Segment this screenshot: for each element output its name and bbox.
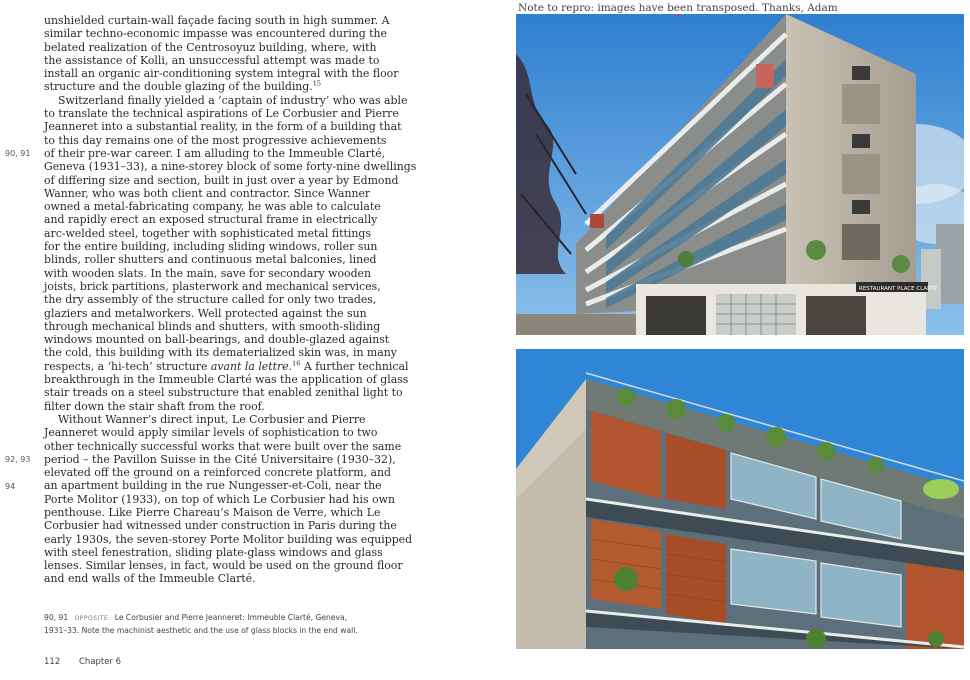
body-line: [44, 187, 380, 200]
body-line: [44, 173, 399, 187]
body-line-text: belated realization of the Centrosoyuz building, where, with: [44, 40, 377, 54]
body-line: [44, 14, 390, 27]
body-line: [44, 293, 380, 306]
body-line: [44, 93, 408, 107]
body-line-text: with wooden slats. In the main, save for secondary wooden: [44, 266, 372, 280]
body-line-text: lenses. Similar lenses, in fact, would be used on the ground floor: [44, 559, 403, 573]
body-line: [44, 133, 387, 147]
body-line: [44, 307, 380, 320]
body-line-text: windows mounted on ball-bearings, and double-glazed against: [44, 333, 390, 347]
body-line: [44, 439, 402, 453]
body-line: [44, 213, 380, 226]
margin-figure-reference: 90, 91: [5, 149, 31, 158]
body-line: [44, 267, 380, 280]
body-line-text: other technically successful works that were built over the same: [44, 439, 402, 453]
body-line-text: early 1930s, the seven-storey Porte Molitor building was equipped: [44, 532, 413, 546]
body-line-text: the dry assembly of the structure called for only two trades,: [44, 293, 377, 307]
body-line-text: elevated off the ground on a reinforced concrete platform, and: [44, 466, 391, 480]
body-line-text: filter down the stair shaft from the roof.: [44, 399, 265, 413]
body-line-text: unshielded curtain-wall façade facing south in high summer. A: [44, 14, 390, 27]
body-line-text: Porte Molitor (1933), on top of which Le Corbusier had his own: [44, 492, 395, 506]
body-line: [44, 280, 380, 293]
body-line: [44, 27, 387, 41]
body-line-text: install an organic air-conditioning system integral with the floor: [44, 67, 399, 81]
body-line: [44, 359, 409, 373]
body-line-text: of differing size and section, built in just over a year by Edmond: [44, 173, 399, 187]
body-line-text: glaziers and metalworkers. Well protected against the sun: [44, 306, 367, 320]
restaurant-sign: RESTAURANT PLACE CLARTÉ: [859, 286, 938, 292]
body-line-text: Jeanneret would apply similar levels of sophistication to two: [44, 426, 378, 440]
photo-immeuble-clarte-balconies: [516, 349, 964, 649]
body-line-text: the assistance of Kolli, an unsuccessful attempt was made to: [44, 53, 380, 67]
body-line-text: joists, brick partitions, plasterwork and mechanical services,: [44, 279, 381, 293]
body-line: [44, 160, 417, 174]
body-text: [44, 14, 417, 586]
body-line: [44, 333, 390, 347]
folio: [44, 657, 121, 667]
body-line-text: and end walls of the Immeuble Clarté.: [44, 572, 256, 586]
body-line: [44, 107, 399, 121]
body-line: [44, 200, 380, 213]
footnote-marker[interactable]: 16: [292, 359, 301, 368]
body-line: [44, 559, 403, 573]
body-line-text: Wanner, who was both client and contractor. Since Wanner: [44, 186, 371, 200]
body-line: [44, 253, 380, 266]
body-line-text: Jeanneret into a substantial reality, in the form of a building that: [44, 120, 402, 134]
body-line: [44, 386, 403, 400]
body-line: [44, 519, 397, 533]
body-line-text: to translate the technical aspirations of Le Corbusier and Pierre: [44, 107, 399, 121]
body-line-text: the cold, this building with its dematerialized skin was, in many: [44, 346, 397, 360]
body-line: [44, 320, 380, 333]
body-line-text: similar techno-economic impasse was encountered during the: [44, 27, 387, 41]
figure-caption: [44, 612, 384, 637]
body-line-text: of their pre-war career. I am alluding to the Immeuble Clarté,: [44, 146, 386, 160]
photo-immeuble-clarte-corner: [516, 14, 964, 335]
body-line: [44, 506, 380, 519]
margin-figure-reference: 94: [5, 481, 16, 491]
body-line: [44, 80, 380, 93]
repro-note: Note to repro: images have been transposed. Thanks, Adam: [518, 2, 838, 14]
body-line-text: owned a metal-fabricating company, he was able to calculate: [44, 200, 381, 214]
body-line-text: respects, a ‘hi-tech’ structure avant la lettre.: [44, 359, 293, 373]
body-line: [44, 545, 383, 559]
body-line: [44, 373, 409, 387]
body-line: [44, 67, 399, 81]
body-line-text: period – the Pavillon Suisse in the Cité Universitaire (1930–32),: [44, 452, 396, 466]
caption-line-2: 1931–33. Note the machinist aesthetic and the use of glass blocks in the end wall.: [44, 626, 358, 635]
body-line-text: Geneva (1931–33), a nine-storey block of some forty-nine dwellings: [44, 160, 417, 174]
body-line-text: penthouse. Like Pierre Chareau’s Maison de Verre, which Le: [44, 505, 381, 519]
margin-figure-reference: 92, 93: [5, 454, 31, 464]
body-line: [44, 466, 391, 480]
body-line-text: for the entire building, including sliding windows, roller sun: [44, 240, 378, 254]
body-line-text: structure and the double glazing of the building.: [44, 80, 313, 94]
body-line: [44, 492, 395, 506]
body-line: [44, 479, 380, 492]
body-line: [44, 240, 380, 253]
body-line-text: with steel fenestration, sliding plate-glass windows and glass: [44, 545, 383, 559]
body-line: [44, 532, 413, 546]
body-line: [44, 54, 380, 67]
body-line-text: arc-welded steel, together with sophisticated metal fittings: [44, 226, 371, 240]
body-line-text: to this day remains one of the most progressive achievements: [44, 133, 387, 147]
body-line-text: through mechanical blinds and shutters, with smooth-sliding: [44, 319, 381, 333]
body-line-text: an apartment building in the rue Nungesser-et-Coli, near the: [44, 479, 382, 493]
footnote-marker[interactable]: 15: [312, 79, 322, 88]
body-line-text-continued: A further technical: [300, 359, 409, 373]
body-line-text: Without Wanner’s direct input, Le Corbusier and Pierre: [58, 412, 366, 426]
body-line: [44, 572, 380, 585]
body-line: [44, 346, 397, 360]
body-line: [44, 426, 380, 439]
body-line: [44, 400, 380, 413]
body-line-text: breakthrough in the Immeuble Clarté was the application of glass: [44, 373, 409, 387]
body-line: [44, 41, 380, 54]
caption-tag: OPPOSITE: [74, 615, 109, 622]
caption-line-1: Le Corbusier and Pierre Jeanneret: Immeuble Clarté, Geneva,: [114, 613, 348, 622]
body-line-text: blinds, roller shutters and continuous metal balconies, lined: [44, 253, 377, 267]
body-line-text: and rapidly erect an exposed structural frame in electrically: [44, 213, 378, 227]
body-line: [44, 146, 386, 160]
body-line: [44, 452, 396, 466]
caption-figure-numbers: 90, 91: [44, 613, 69, 622]
page-number: 112: [44, 657, 61, 667]
body-line-text: Corbusier had witnessed under construction in Paris during the: [44, 519, 397, 533]
body-line: [44, 120, 402, 134]
body-line-text: stair treads on a steel substructure that enabled zenithal light to: [44, 386, 403, 400]
chapter-label: Chapter 6: [78, 657, 122, 667]
body-line: [44, 413, 380, 426]
body-line: [44, 227, 380, 240]
body-line-text: Switzerland finally yielded a ‘captain of industry’ who was able: [58, 93, 408, 107]
